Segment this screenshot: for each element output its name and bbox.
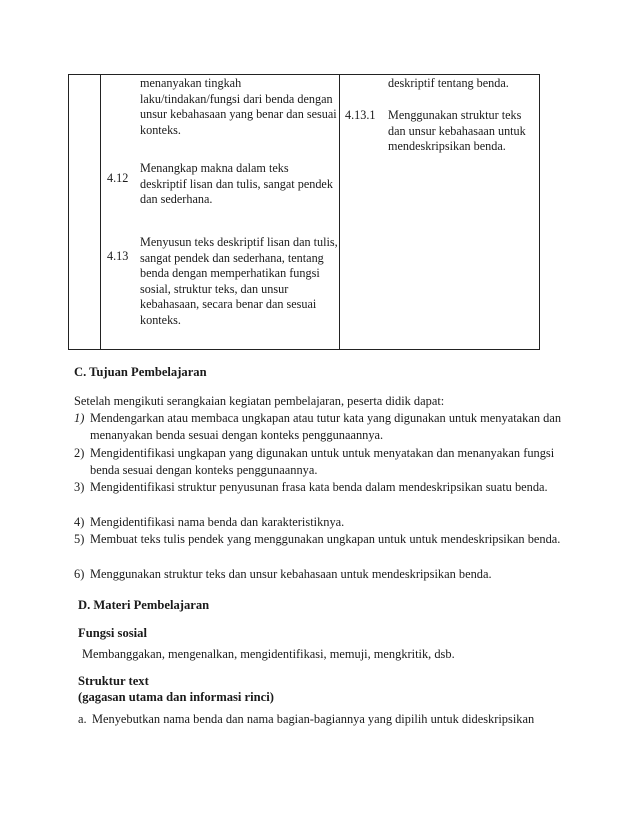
list-item-text: Membuat teks tulis pendek yang menggunakan ungkapan untuk untuk mendeskripsikan benda. xyxy=(90,532,561,546)
section-d-heading xyxy=(78,598,209,613)
list-item xyxy=(74,479,574,496)
list-marker: a. xyxy=(78,712,87,726)
list-item xyxy=(74,566,574,583)
list-item xyxy=(74,531,574,548)
list-item-text: Mengidentifikasi nama benda dan karakteristiknya. xyxy=(90,515,345,529)
fungsi-sosial-heading: Fungsi sosial xyxy=(78,626,147,640)
list-item-text: Mengidentifikasi struktur penyusunan frasa kata benda dalam mendeskripsikan suatu benda. xyxy=(90,480,548,494)
list-marker: 4) xyxy=(74,515,85,529)
fungsi-sosial-text: Membanggakan, mengenalkan, mengidentifikasi, memuji, mengkritik, dsb. xyxy=(82,647,455,661)
list-marker: 5) xyxy=(74,532,85,546)
section-c-intro: Setelah mengikuti serangkaian kegiatan pembelajaran, peserta didik dapat: xyxy=(74,394,445,408)
table-column-divider xyxy=(339,75,340,349)
table-right-continuation: deskriptif tentang benda. xyxy=(388,76,509,90)
table-row-text: Menyusun teks deskriptif lisan dan tulis, sangat pendek dan sederhana, tentang benda dengan memperhatikan fungsi sosial, struktur teks, dan unsur kebahasaan, secara benar dan sesuai konteks. xyxy=(140,235,338,327)
table-right-number: 4.13.1 xyxy=(345,108,376,122)
list-marker: 6) xyxy=(74,567,85,581)
list-item-text: Mengidentifikasi ungkapan yang digunakan untuk untuk menyatakan dan menanyakan fungsi benda sesuai dengan konteks penggunaannya. xyxy=(90,446,555,477)
table-row-number: 4.13 xyxy=(107,249,129,263)
list-marker: 1) xyxy=(74,411,85,425)
list-item-text: Menggunakan struktur teks dan unsur kebahasaan untuk mendeskripsikan benda. xyxy=(90,567,492,581)
table-row-text: Menangkap makna dalam teks deskriptif lisan dan tulis, sangat pendek dan sederhana. xyxy=(140,161,333,207)
list-item xyxy=(74,445,574,478)
struktur-text-subheading: (gagasan utama dan informasi rinci) xyxy=(78,690,274,704)
list-item-text: Mendengarkan atau membaca ungkapan atau tutur kata yang digunakan untuk menyatakan dan menanyakan benda sesuai dengan konteks penggunaannya. xyxy=(90,411,562,442)
struktur-text-heading: Struktur text xyxy=(78,674,149,688)
list-marker: 3) xyxy=(74,480,85,494)
list-item xyxy=(74,410,574,443)
list-item xyxy=(74,514,574,531)
table-row-number: 4.12 xyxy=(107,171,129,185)
competency-table xyxy=(68,74,540,350)
list-item-text: Menyebutkan nama benda dan nama bagian-bagiannya yang dipilih untuk dideskripsikan xyxy=(92,712,535,726)
table-column-divider xyxy=(100,75,101,349)
list-item xyxy=(78,711,538,728)
list-marker: 2) xyxy=(74,446,85,460)
section-c-heading: C. Tujuan Pembelajaran xyxy=(74,365,207,379)
table-row-continuation: menanyakan tingkah laku/tindakan/fungsi dari benda dengan unsur kebahasaan yang benar dan sesuai konteks. xyxy=(140,76,337,137)
section-d-heading-text: D. Materi Pembelajaran xyxy=(78,598,210,612)
table-right-text: Menggunakan struktur teks dan unsur kebahasaan untuk mendeskripsikan benda. xyxy=(388,108,526,154)
